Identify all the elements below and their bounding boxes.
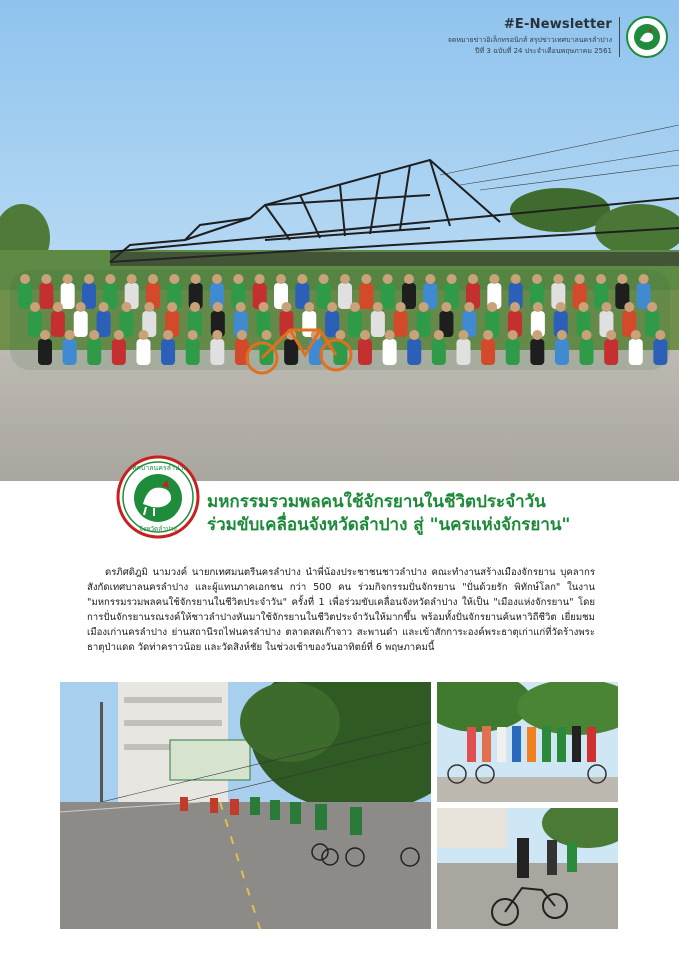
crowd-person [18, 283, 32, 309]
group-with-bicycles-photo [437, 682, 618, 802]
crowd-person [338, 283, 352, 309]
crowd-head [361, 274, 371, 284]
crowd-head [148, 274, 158, 284]
seal-top-text: เทศบาลนครลำปาง [129, 464, 187, 472]
crowd-person [210, 339, 224, 365]
crowd-person [38, 339, 52, 365]
crowd-head [114, 330, 124, 340]
crowd-head [350, 302, 360, 312]
crowd-person [381, 283, 395, 309]
crowd-head [596, 274, 606, 284]
crowd-head [76, 302, 86, 312]
crowd-head [20, 274, 30, 284]
crowd-head [373, 302, 383, 312]
crowd-person [432, 339, 446, 365]
crowd-head [425, 274, 435, 284]
seal-bottom-text: จังหวัดลำปาง [139, 525, 177, 533]
crowd-head [647, 302, 657, 312]
crowd-head [533, 302, 543, 312]
header-divider [619, 17, 620, 57]
crowd-head [212, 330, 222, 340]
crowd-person [359, 283, 373, 309]
crowd-head [255, 274, 265, 284]
crowd-head [360, 330, 370, 340]
crowd-head [169, 274, 179, 284]
crowd-head [404, 274, 414, 284]
crowd-head [188, 330, 198, 340]
crowd-head [441, 302, 451, 312]
crowd-head [601, 302, 611, 312]
crowd-head [631, 330, 641, 340]
crowd-head [41, 274, 51, 284]
crowd-person [604, 339, 618, 365]
crowd-head [212, 274, 222, 284]
crowd-head [99, 302, 109, 312]
crowd-head [468, 274, 478, 284]
crowd-head [553, 274, 563, 284]
crowd-head [617, 274, 627, 284]
crowd-person [506, 339, 520, 365]
crowd-head [511, 274, 521, 284]
crowd-head [483, 330, 493, 340]
crowd-head [532, 330, 542, 340]
issue-info: ปีที่ 3 ฉบับที่ 24 ประจำเดือนพฤษภาคม 2561 [475, 47, 612, 55]
crowd-head [582, 330, 592, 340]
crowd-head [575, 274, 585, 284]
crowd-person [653, 339, 667, 365]
crowd-head [458, 330, 468, 340]
crowd-head [385, 330, 395, 340]
crowd-head [557, 330, 567, 340]
crowd-head [276, 274, 286, 284]
crowd-person [407, 339, 421, 365]
crowd-person [39, 283, 53, 309]
crowd-person [383, 339, 397, 365]
crowd-head [606, 330, 616, 340]
crowd-head [532, 274, 542, 284]
crowd-person [161, 339, 175, 365]
crowd-head [489, 274, 499, 284]
crowd-head [190, 302, 200, 312]
crowd-person [348, 311, 362, 337]
article-body: ดรภิศดิฎมิ นามวงค์ นายกเทศมนตรีนครลำปาง นำพี่น้องประชาชนชาวลำปาง คณะทำงานสร้างเมืองจักรยาน บุคลากรสังกัดเทศบาลนครลำปาง และผู้แทนภาคเอกชน กว่า 500 คน ร่วมกิจกรรมปั่นจักรยาน "ปั่นด้วยรัก พิทักษ์โลก" ในงาน "มหกรรมรวมพลคนใช้จักรยานในชีวิตประจำวัน" ครั้งที่ 1 เพื่อร่วมขับเคลื่อนจังหวัดลำปาง ให้เป็น "เมืองแห่งจักรยาน" โดยการปั่นจักรยานรณรงค์ให้ชาวลำปางหันมาใช้จักรยานในชีวิตประจำวันให้มากขึ้น พร้อมทั้งปั่นจักรยานค้นหาวิถีชีวิต เยี่ยมชมเมืองเก่านครลำปาง ย่านสถานีรถไฟนครลำปาง ตลาดสดเก๊าจาว สะพานดำ และเข้าสักการะองค์พระธาตุเก่าแก่ที่วัดร้างพระธาตุป่าแดด วัดท่าคราวน้อย และวัดสิงห์ชัย ในช่วงเช้าของวันอาทิตย์ที่ 6 พฤษภาคมนี้ [87, 567, 595, 653]
crowd-head [335, 330, 345, 340]
crowd-person [580, 339, 594, 365]
crowd-head [409, 330, 419, 340]
crowd-head [508, 330, 518, 340]
crowd-head [163, 330, 173, 340]
cyclists-riding-photo [437, 808, 618, 929]
crowd-person [555, 339, 569, 365]
crowd-head [30, 302, 40, 312]
crowd-head [487, 302, 497, 312]
street-cycling-photo [60, 682, 431, 929]
crowd-head [510, 302, 520, 312]
crowd-head [40, 330, 50, 340]
crowd-head [464, 302, 474, 312]
crowd-person [186, 339, 200, 365]
crowd-head [655, 330, 665, 340]
crowd-head [63, 274, 73, 284]
crowd-head [639, 274, 649, 284]
crowd-head [191, 274, 201, 284]
article-title-line-2: ร่วมขับเคลื่อนจังหวัดลำปาง สู่ "นครแห่งจักรยาน" [207, 515, 571, 535]
crowd-head [396, 302, 406, 312]
crowd-head [624, 302, 634, 312]
crowd-head [259, 302, 269, 312]
crowd-person [87, 339, 101, 365]
crowd-person [28, 311, 42, 337]
crowd-head [121, 302, 131, 312]
crowd-head [89, 330, 99, 340]
crowd-head [434, 330, 444, 340]
crowd-person [63, 339, 77, 365]
municipality-seal-icon [116, 455, 200, 539]
crowd-head [419, 302, 429, 312]
crowd-head [579, 302, 589, 312]
article-title-line-1: มหกรรมรวมพลคนใช้จักรยานในชีวิตประจำวัน [207, 492, 546, 512]
crowd-person [629, 339, 643, 365]
crowd-head [105, 274, 115, 284]
crowd-head [53, 302, 63, 312]
crowd-head [65, 330, 75, 340]
crowd-person [394, 311, 408, 337]
newsletter-title: #E-Newsletter [503, 17, 612, 32]
newsletter-subtitle: จดหมายข่าวอิเล็กทรอนิกส์ สรุปข่าวเทศบาลนครลำปาง [447, 36, 612, 44]
crowd-person [530, 339, 544, 365]
crowd-person [371, 311, 385, 337]
crowd-head [167, 302, 177, 312]
crowd-head [319, 274, 329, 284]
crowd-person [358, 339, 372, 365]
crowd-person [74, 311, 88, 337]
crowd-head [297, 274, 307, 284]
crowd-head [556, 302, 566, 312]
crowd-head [281, 302, 291, 312]
crowd-person [481, 339, 495, 365]
crowd-head [233, 274, 243, 284]
crowd-head [144, 302, 154, 312]
crowd-person [51, 311, 65, 337]
crowd-person [61, 283, 75, 309]
municipality-seal-icon [626, 16, 668, 58]
crowd-person [112, 339, 126, 365]
crowd-head [340, 274, 350, 284]
crowd-head [84, 274, 94, 284]
crowd-person [456, 339, 470, 365]
crowd-head [327, 302, 337, 312]
crowd-head [236, 302, 246, 312]
crowd-head [237, 330, 247, 340]
crowd-head [262, 330, 272, 340]
crowd-head [304, 302, 314, 312]
crowd-head [447, 274, 457, 284]
crowd-head [127, 274, 137, 284]
crowd-head [383, 274, 393, 284]
crowd-person [136, 339, 150, 365]
crowd-head [213, 302, 223, 312]
crowd-head [138, 330, 148, 340]
